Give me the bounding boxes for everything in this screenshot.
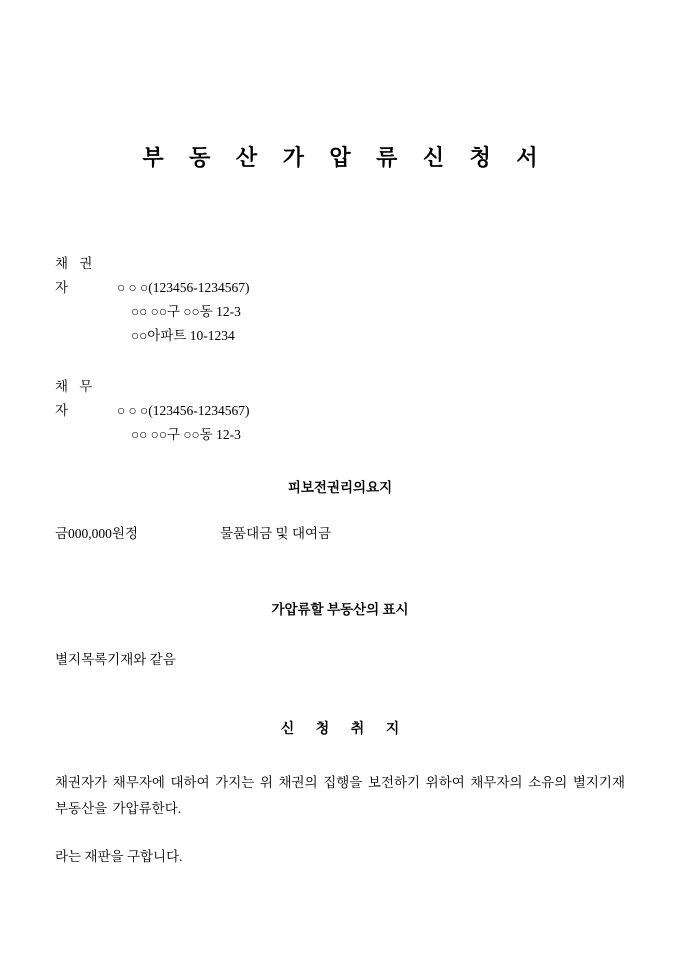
creditor-name: ○ ○ ○(123456-1234567) <box>117 280 250 295</box>
property-heading: 가압류할 부동산의 표시 <box>271 602 409 617</box>
debtor-line-name <box>55 375 249 423</box>
creditor-address-line2: ○○아파트 10-1234 <box>131 328 235 343</box>
debtor-name: ○ ○ ○(123456-1234567) <box>117 403 250 418</box>
secured-claim-heading: 피보전권리의요지 <box>287 480 393 495</box>
creditor-label: 채 권 자 <box>55 256 97 295</box>
purpose-body: 채권자가 채무자에 대하여 가지는 위 채권의 집행을 보전하기 위하여 채무자의 소유의 별지기재 부동산을 가압류한다. <box>55 775 625 816</box>
property-description: 별지목록기재와 같음 <box>55 652 176 667</box>
debtor-label: 채 무 자 <box>55 379 97 418</box>
debtor-block <box>55 375 249 447</box>
debtor-address-line1: ○○ ○○구 ○○동 12-3 <box>131 427 241 442</box>
purpose-closing: 라는 재판을 구합니다. <box>55 849 183 864</box>
secured-claim-reason: 물품대금 및 대여금 <box>220 526 332 541</box>
secured-claim-amount: 금000,000원정 <box>55 526 138 541</box>
purpose-heading: 신 청 취 지 <box>280 722 409 737</box>
secured-claim-row <box>55 522 625 542</box>
page-title: 부 동 산 가 압 류 신 청 서 <box>142 145 548 170</box>
creditor-address-line1: ○○ ○○구 ○○동 12-3 <box>131 304 241 319</box>
creditor-block <box>55 252 249 348</box>
creditor-line-name <box>55 252 249 300</box>
